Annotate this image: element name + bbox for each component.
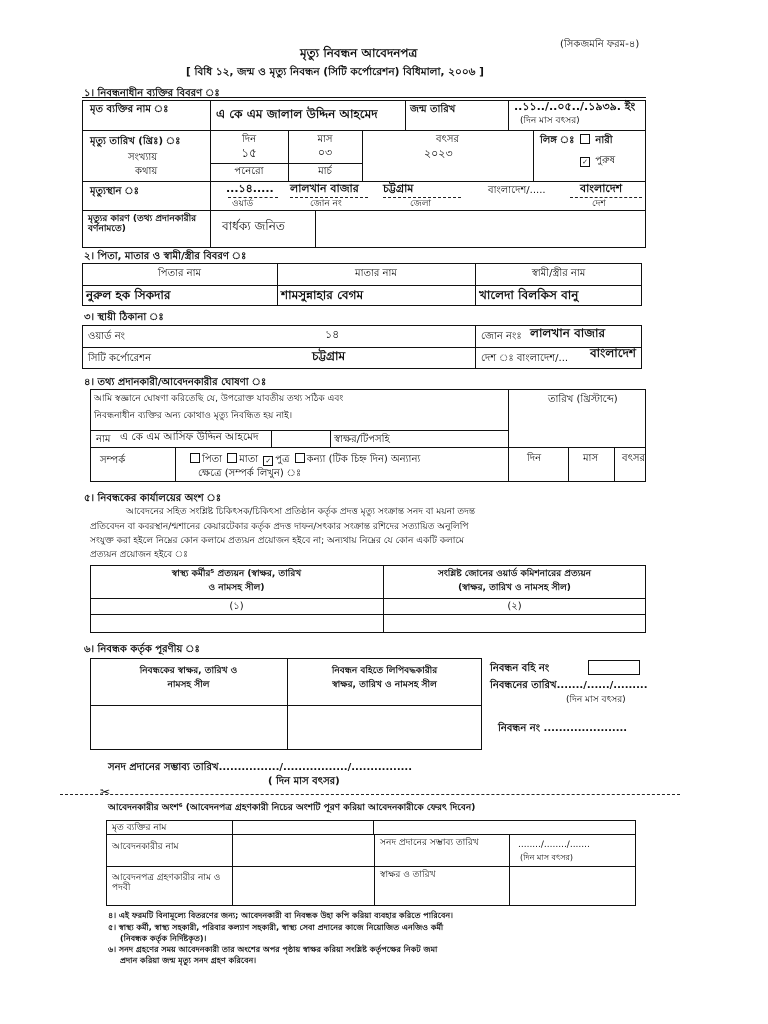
perm-country-value: বাংলাদেশ [590,346,636,360]
slip-sign-date-label: স্বাক্ষর ও তারিখ [380,870,436,880]
dob-caption: (দিন মাস বৎসর) [520,116,580,126]
dod-year-number: ২০২৩ [424,147,453,160]
perm-country-label: দেশ ঃ বাংলাদেশ/... [481,353,569,364]
father-checkbox[interactable] [190,453,200,463]
slip-date-fill: ......../......../....... [518,840,590,850]
dob-label: জন্ম তারিখ [410,104,456,115]
deceased-name-value: এ কে এম জালাল উদ্দিন আহমেদ [216,107,378,121]
slip-receiver-label: আবেদনপত্র গ্রহণকারীর নাম ও পদবী [112,873,221,894]
father-name-value: নুরুল হক সিকদার [86,288,171,302]
recorder-sign-2: স্বাক্ষর, তারিখ ও নামসহ সীল [332,680,437,690]
daughter-checkbox[interactable] [295,453,305,463]
cut-line [60,794,680,795]
dod-month-number: ০৩ [317,146,333,159]
perm-zone-label: জোন নংঃ [481,331,522,342]
slip-heading: আবেদনকারীর অংশ⁶ (আবেদনপত্র গ্রহণকারী নিচের অংশটি পূরণ করিয়া আবেদনকারীকে ফেরৎ দিবেন) [108,803,476,813]
spouse-name-header: স্বামী/স্ত্রীর নাম [531,268,586,279]
mother-name-header: মাতার নাম [355,268,397,279]
ward-caption: ওয়ার্ড [232,199,254,209]
declaration-line-2: নিবন্ধনাধীন ব্যক্তির অন্য কোথাও মৃত্যু নিবন্ধিত হয় নাই। [94,411,293,421]
dod-day-header: দিন [241,134,257,145]
section-2-heading: ২। পিতা, মাতার ও স্বামী/স্ত্রীর বিবরণ ঃ [84,251,247,262]
page-title: মৃত্যু নিবন্ধন আবেদনপত্র [300,46,418,60]
perm-city-value: চট্টগ্রাম [312,349,346,363]
male-checkbox[interactable]: ✓ [580,157,590,167]
section-5-heading: ৫। নিবন্ধকের কার্যালয়ের অংশ ঃ [84,493,222,504]
son-checkbox[interactable]: ✓ [263,456,273,466]
declaration-line-1: আমি স্বজ্ঞানে ঘোষণা করিতেছি যে, উপরোক্ত যাবতীয় তথ্য সঠিক এবং [94,394,344,404]
informant-name-value: এ কে এম আসিফ উদ্দিন আহমেদ [120,431,259,443]
slip-date-caption: (দিন মাস বৎসর) [520,853,574,862]
zone-caption: জোন নং [310,199,342,209]
deceased-name-label: মৃত ব্যক্তির নাম ঃ [90,104,169,115]
footnote-5b: (নিবন্ধক কর্তৃক নির্দিষ্টকৃত)। [120,934,207,943]
register-book-no: নিবন্ধন বহি নং [490,663,550,674]
declaration-date-label: তারিখ (খ্রিস্টাব্দে) [548,394,618,405]
dod-day-number: ১৫ [241,146,257,160]
place-of-death-label: মৃত্যুস্থান ঃ [90,186,139,197]
commissioner-header-1: সংশ্লিষ্ট জোনের ওয়ার্ড কমিশনারের প্রত্যয়ন [437,569,592,579]
male-label: পুরুষ [595,155,616,166]
male-option [578,155,615,167]
dod-year-header: বৎসর [435,134,460,145]
other-relation-note: ক্ষেত্রে (সম্পর্ক লিখুন) ঃ [198,468,302,479]
registrar-sign-2: নামসহ সীল [167,680,210,690]
registrar-sign-1: নিবন্ধকের স্বাক্ষর, তারিখ ও [139,666,238,676]
country-caption: দেশ [592,199,606,209]
dod-month-header: মাস [317,134,333,145]
perm-zone-value: লালখান বাজার [530,326,606,340]
section-5-para-4: প্রত্যয়ন প্রয়োজন হইবে ঃ [90,550,188,560]
relation-label: সম্পর্ক [100,455,126,466]
column-2-number: (২) [507,601,522,612]
footnote-6a: ৬। সনদ গ্রহণের সময় আবেদনকারী তার অংশের অপর পৃষ্ঠায় স্বাক্ষর করিয়া সংশ্লিষ্ট কর্তৃপক্ষের নিকট জমা [108,945,438,954]
mother-checkbox[interactable] [227,453,237,463]
registration-no: নিবন্ধন নং ...................... [498,723,628,734]
section-5-para-2: প্রতিবেদন বা কবরস্থান/শ্মশানের কেয়ারটেকার কর্তৃক প্রদত্ত দাফন/সৎকার সংক্রান্ত রশিদের সত্যায়িত অনুলিপি [90,522,469,532]
scissors-icon: ✂ [100,785,111,799]
informant-name-label: নাম [96,434,111,445]
dod-day-word: পনেরো [234,166,264,177]
registration-date-caption: (দিন মাস বৎসর) [566,695,626,705]
dod-month-word: মার্চ [318,166,332,177]
in-words-label: কথায় [135,166,158,177]
health-worker-header-2: ও নামসহ সীল) [208,583,265,593]
place-country-value: বাংলাদেশ [580,182,623,195]
issue-date-caption: ( দিন মাস বৎসর) [268,776,340,787]
footnote-5a: ৫। স্বাস্থ্য কর্মী, স্বাস্থ্য সহকারী, পরিবার কল্যাণ সহকারী, স্বাস্থ্য সেবা প্রদানের কাজে নিয়োজিত এনজিও কর্মী [108,923,444,932]
registration-date: নিবন্ধনের তারিখ......./....../......... [490,680,648,691]
form-number: (সিকজমনি ফরম-৪) [560,39,640,50]
issue-date-line: সনদ প্রদানের সম্ভাব্য তারিখ................/................./................ [108,762,413,773]
decl-day-header: দিন [527,453,542,464]
female-label: নারী [595,135,613,146]
footnote-4: ৪। এই ফরমটি বিনামূল্যে বিতরণের জন্য; আবেদনকারী বা নিবন্ধক উহা কপি করিয়া ব্যবহার করিতে পারিবেন। [108,911,454,920]
place-ward-value: ...১৪..... [226,182,274,195]
slip-deceased-name-label: মৃত ব্যক্তির নাম [112,823,167,833]
section-3-heading: ৩। স্থায়ী ঠিকানা ঃ [84,312,164,323]
father-name-header: পিতার নাম [157,268,202,279]
decl-month-header: মাস [583,453,599,464]
footnote-6b: প্রদান করিয়া জন্ম মৃত্যু সনদ গ্রহণ করিবেন। [120,956,257,965]
dob-value: ..১১../..০৫../.১৯৩৯. ইং [514,100,636,113]
dod-label: মৃত্যু তারিখ (খ্রিঃ) ঃ [90,136,181,147]
section-6-heading: ৬। নিবন্ধক কর্তৃক পূরণীয় ঃ [84,644,200,655]
section-5-para-3: সংযুক্ত করা হইলে নিম্নের কোন কলামে প্রত্যয়ন প্রয়োজন হইবে না; অন্যথায় নিম্নের যে কোন একটি কলামে [90,536,464,546]
register-book-no-box[interactable] [588,660,640,675]
place-zone-value: লালখান বাজার [290,182,359,195]
section-4-heading: ৪। তথ্য প্রদানকারী/আবেদনকারীর ঘোষণা ঃ [84,377,267,388]
perm-city-label: সিটি কর্পোরেশন [88,353,152,364]
recorder-sign-1: নিবন্ধন বহিতে লিপিবদ্ধকারীর [331,666,438,676]
cause-label: মৃত্যুর কারণ (তথ্য প্রদানকারীর বর্ণনামতে) [88,214,197,235]
health-worker-header-1: স্বাস্থ্য কর্মীর⁵ প্রত্যয়ন (স্বাক্ষর, তারিখ [171,569,302,579]
place-district-value: চট্টগ্রাম [383,182,414,195]
commissioner-header-2: (স্বাক্ষর, তারিখ ও নামসহ সীল) [458,583,571,593]
section-5-para-1: আবেদনের সহিত সংশ্লিষ্ট চিকিৎসক/চিকিৎসা প্রতিষ্ঠান কর্তৃক প্রদত্ত মৃত্যু সংক্রান্ত সনদ বা ময়না তদন্ত [126,507,476,517]
slip-applicant-name-label: আবেদনকারীর নাম [112,842,179,852]
page-subtitle: [ বিধি ১২, জন্ম ও মৃত্যু নিবন্ধন (সিটি কর্পোরেশন) বিধিমালা, ২০০৬ ] [186,66,484,78]
mother-name-value: শামসুন্নাহার বেগম [281,288,364,302]
perm-ward-value: ১৪ [325,328,340,341]
place-country-prefix: বাংলাদেশ/..... [488,185,546,196]
decl-year-header: বৎসর [622,453,646,464]
signature-label: স্বাক্ষর/টিপসহি [334,434,390,445]
in-numbers-label: সংখ্যায় [128,152,158,163]
cause-value: বার্ধক্য জনিত [222,219,285,233]
relation-options: পিতা মাতা ✓ পুত্র কন্যা (টিক চিহ্ন দিন) অন্যান্য [188,453,420,466]
female-checkbox[interactable] [580,134,590,144]
section-1-heading: ১। নিবন্ধনাধীন ব্যক্তির বিবরণ ঃ [84,88,220,99]
sex-label: লিঙ্গ ঃ নারী [540,135,613,146]
column-1-number: (১) [229,601,244,612]
perm-ward-label: ওয়ার্ড নং [88,331,125,342]
spouse-name-value: খালেদা বিলকিস বানু [479,288,579,302]
district-caption: জেলা [410,199,432,209]
slip-issue-date-label: সনদ প্রদানের সম্ভাব্য তারিখ [380,838,479,848]
